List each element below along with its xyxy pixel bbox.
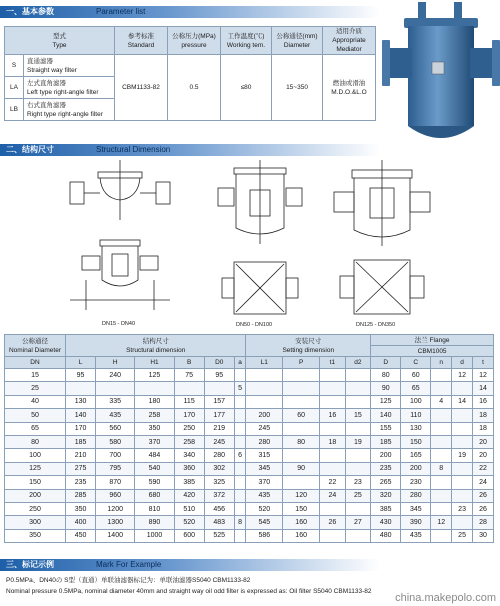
diameter-value: 15~350 [272, 55, 323, 121]
table-cell [452, 516, 473, 529]
column-header: d [452, 357, 473, 369]
table-cell: 12 [431, 516, 452, 529]
table-cell: 372 [204, 489, 234, 502]
table-cell [431, 502, 452, 515]
table-cell [431, 476, 452, 489]
table-cell: 25 [5, 382, 66, 395]
table-cell [345, 382, 371, 395]
table-cell: 520 [174, 516, 204, 529]
table-cell [345, 529, 371, 542]
table-cell [234, 435, 246, 448]
table-cell [283, 422, 320, 435]
table-cell: 23 [452, 502, 473, 515]
drawing-dn125-dn350 [322, 160, 442, 330]
section-structural-en: Structural Dimension [96, 145, 171, 154]
column-header: B [174, 357, 204, 369]
table-cell: 1300 [96, 516, 135, 529]
table-cell: 27 [345, 516, 371, 529]
table-cell: 370 [246, 476, 283, 489]
type-code: LA [5, 77, 24, 99]
table-cell [320, 529, 346, 542]
table-cell: 370 [135, 435, 174, 448]
drawing-dn15-dn40 [40, 160, 200, 330]
table-cell: 340 [174, 449, 204, 462]
table-cell [431, 489, 452, 502]
mark-example-en: Nominal pressure 0.5MPa, nominal diameter 40mm and straight way oil odd filter is expressed as: Oil filter S5040 CBM1133-82 [6, 588, 372, 595]
flange-standard: CBM1005 [371, 346, 494, 357]
column-header: a [234, 357, 246, 369]
table-cell: 180 [135, 395, 174, 408]
table-cell: 795 [96, 462, 135, 475]
table-cell: 245 [204, 435, 234, 448]
column-header: t [473, 357, 494, 369]
table-cell: 580 [96, 435, 135, 448]
table-cell: 300 [5, 516, 66, 529]
mark-example-cn: P0.5MPa、DN40の S型（直通）单联油滤器标记为：单联油滤器S5040 CBM1133-82 [6, 577, 251, 584]
table-cell [246, 382, 283, 395]
table-row [5, 489, 494, 502]
table-cell: 30 [473, 529, 494, 542]
table-cell: 26 [473, 489, 494, 502]
table-cell: 200 [246, 409, 283, 422]
table-cell: 160 [283, 516, 320, 529]
table-cell: 170 [66, 422, 96, 435]
table-cell: 18 [320, 435, 346, 448]
table-cell [320, 502, 346, 515]
table-cell: 870 [96, 476, 135, 489]
caption-dn125-dn350: DN125 - DN350 [356, 322, 396, 328]
table-cell: 24 [320, 489, 346, 502]
table-cell: 250 [174, 422, 204, 435]
table-cell: 140 [66, 409, 96, 422]
table-cell: 90 [371, 382, 401, 395]
structural-header: 结构尺寸 Structural dimension [66, 335, 246, 357]
table-cell: 430 [371, 516, 401, 529]
table-cell: 335 [96, 395, 135, 408]
table-cell: 26 [473, 502, 494, 515]
table-cell: 22 [473, 462, 494, 475]
table-cell: 177 [204, 409, 234, 422]
table-cell: 19 [345, 435, 371, 448]
table-cell [320, 422, 346, 435]
table-cell: 115 [174, 395, 204, 408]
table-cell: 240 [96, 369, 135, 382]
table-cell [234, 395, 246, 408]
column-header: L [66, 357, 96, 369]
table-cell [320, 395, 346, 408]
table-cell: 200 [371, 449, 401, 462]
table-cell: 24 [473, 476, 494, 489]
table-cell: 4 [431, 395, 452, 408]
table-cell: 15 [5, 369, 66, 382]
table-cell: 265 [371, 476, 401, 489]
table-cell: 210 [66, 449, 96, 462]
table-cell [234, 529, 246, 542]
table-cell: 315 [246, 449, 283, 462]
column-header: D [371, 357, 401, 369]
section-mark-bar [0, 559, 380, 571]
table-cell [431, 449, 452, 462]
table-cell [234, 489, 246, 502]
table-cell [431, 369, 452, 382]
table-row [5, 395, 494, 408]
table-cell: 1000 [135, 529, 174, 542]
param-row-s [5, 55, 376, 77]
table-cell: 235 [371, 462, 401, 475]
table-cell: 360 [174, 462, 204, 475]
table-cell: 25 [452, 529, 473, 542]
table-cell: 350 [66, 502, 96, 515]
table-cell [345, 449, 371, 462]
table-cell [234, 422, 246, 435]
table-cell: 12 [452, 369, 473, 382]
media-value: 燃油或滑油 M.D.O.&L.O [323, 55, 376, 121]
table-cell: 320 [371, 489, 401, 502]
nominal-header: 公称通径 Nominal Diameter [5, 335, 66, 357]
table-cell: 510 [174, 502, 204, 515]
table-row [5, 422, 494, 435]
section-structural-cn: 二、结构尺寸 [6, 145, 54, 154]
table-cell [320, 382, 346, 395]
table-cell: 219 [204, 422, 234, 435]
table-cell: 520 [246, 502, 283, 515]
pressure-header: 公称压力(MPa) pressure [168, 27, 221, 55]
table-cell: 435 [401, 529, 431, 542]
table-cell: 157 [204, 395, 234, 408]
table-cell [283, 395, 320, 408]
table-cell: 8 [234, 516, 246, 529]
table-cell: 6 [234, 449, 246, 462]
table-cell: 385 [371, 502, 401, 515]
table-cell: 60 [283, 409, 320, 422]
diameter-header: 公称通径(mm) Diameter [272, 27, 323, 55]
table-cell: 125 [5, 462, 66, 475]
table-cell: 280 [246, 435, 283, 448]
watermark: china.makepolo.com [395, 592, 496, 604]
table-cell: 60 [401, 369, 431, 382]
table-cell [431, 529, 452, 542]
table-cell [283, 382, 320, 395]
column-header: C [401, 357, 431, 369]
table-row [5, 476, 494, 489]
table-row [5, 409, 494, 422]
table-cell: 16 [473, 395, 494, 408]
table-row [5, 369, 494, 382]
table-cell [452, 489, 473, 502]
type-desc: 右式直角滤器 Right type right-angle filter [24, 99, 115, 121]
table-row [5, 449, 494, 462]
table-cell [452, 409, 473, 422]
temp-value: ≤80 [221, 55, 272, 121]
type-desc: 直通滤器 Straight way filter [24, 55, 115, 77]
table-cell: 140 [371, 409, 401, 422]
table-cell: 350 [135, 422, 174, 435]
table-cell [431, 422, 452, 435]
table-cell: 484 [135, 449, 174, 462]
table-cell: 80 [283, 435, 320, 448]
table-cell: 456 [204, 502, 234, 515]
table-cell: 15 [345, 409, 371, 422]
table-cell: 480 [371, 529, 401, 542]
table-cell [234, 409, 246, 422]
table-cell [96, 382, 135, 395]
table-cell [345, 502, 371, 515]
type-header: 型式 Type [5, 27, 115, 55]
section-parameter-cn: 一、基本参数 [6, 7, 54, 16]
type-code: S [5, 55, 24, 77]
table-cell: 435 [96, 409, 135, 422]
section-parameter-en: Parameter list [96, 7, 146, 16]
table-cell: 590 [135, 476, 174, 489]
table-cell [174, 382, 204, 395]
table-cell: 130 [66, 395, 96, 408]
table-cell: 230 [401, 476, 431, 489]
table-cell [320, 369, 346, 382]
table-cell: 16 [320, 409, 346, 422]
table-cell: 125 [371, 395, 401, 408]
section-parameter-bar [0, 6, 380, 18]
table-cell [431, 382, 452, 395]
table-cell: 350 [5, 529, 66, 542]
table-row [5, 516, 494, 529]
standard-header: 参考标准 Standard [115, 27, 168, 55]
table-cell [345, 369, 371, 382]
table-cell: 245 [246, 422, 283, 435]
table-cell: 65 [5, 422, 66, 435]
flange-header: 法兰 Flange [371, 335, 494, 346]
caption-dn50-dn100: DN50 - DN100 [236, 322, 273, 328]
table-cell: 525 [204, 529, 234, 542]
section-mark-en: Mark For Example [96, 560, 162, 569]
table-cell: 810 [135, 502, 174, 515]
column-header: D0 [204, 357, 234, 369]
type-code: LB [5, 99, 24, 121]
table-cell [320, 449, 346, 462]
table-cell: 586 [246, 529, 283, 542]
table-cell: 545 [246, 516, 283, 529]
table-cell: 25 [345, 489, 371, 502]
table-cell: 80 [371, 369, 401, 382]
table-cell: 150 [283, 502, 320, 515]
table-cell [345, 462, 371, 475]
table-cell [452, 382, 473, 395]
table-cell: 14 [473, 382, 494, 395]
pressure-value: 0.5 [168, 55, 221, 121]
table-cell: 5 [234, 382, 246, 395]
table-cell [234, 476, 246, 489]
table-cell: 75 [174, 369, 204, 382]
table-cell: 20 [473, 435, 494, 448]
table-cell: 130 [401, 422, 431, 435]
table-cell: 18 [473, 422, 494, 435]
table-cell: 560 [96, 422, 135, 435]
filter-product-photo [382, 0, 500, 150]
table-cell: 420 [174, 489, 204, 502]
table-cell: 345 [246, 462, 283, 475]
table-cell: 280 [401, 489, 431, 502]
column-header: DN [5, 357, 66, 369]
table-cell: 165 [401, 449, 431, 462]
table-cell: 890 [135, 516, 174, 529]
table-cell [431, 409, 452, 422]
table-cell: 150 [5, 476, 66, 489]
table-cell: 1200 [96, 502, 135, 515]
table-cell: 600 [174, 529, 204, 542]
table-cell: 280 [204, 449, 234, 462]
table-cell [345, 395, 371, 408]
table-cell: 258 [174, 435, 204, 448]
table-cell: 90 [283, 462, 320, 475]
column-header: d2 [345, 357, 371, 369]
table-cell: 12 [473, 369, 494, 382]
table-cell [452, 422, 473, 435]
table-row [5, 529, 494, 542]
table-cell [345, 422, 371, 435]
table-cell: 14 [452, 395, 473, 408]
table-cell: 65 [401, 382, 431, 395]
table-cell: 250 [5, 502, 66, 515]
table-cell [246, 395, 283, 408]
table-cell: 125 [135, 369, 174, 382]
table-cell: 960 [96, 489, 135, 502]
table-cell: 100 [401, 395, 431, 408]
column-header: t1 [320, 357, 346, 369]
table-cell: 95 [204, 369, 234, 382]
table-cell [452, 476, 473, 489]
dimension-table [4, 334, 494, 543]
table-cell [431, 435, 452, 448]
media-header: 适用介质 Appropriate Mediator [323, 27, 376, 55]
table-cell: 110 [401, 409, 431, 422]
table-cell: 435 [246, 489, 283, 502]
table-cell: 100 [5, 449, 66, 462]
table-cell [66, 382, 96, 395]
table-cell: 40 [5, 395, 66, 408]
table-cell: 258 [135, 409, 174, 422]
table-row [5, 462, 494, 475]
table-cell: 19 [452, 449, 473, 462]
table-cell [452, 462, 473, 475]
section-structural-bar [0, 144, 380, 156]
table-cell: 390 [401, 516, 431, 529]
temp-header: 工作温度(℃) Working tem. [221, 27, 272, 55]
table-cell [135, 382, 174, 395]
table-cell: 22 [320, 476, 346, 489]
setting-header: 安装尺寸 Setting dimension [246, 335, 371, 357]
section-mark-cn: 三、标记示例 [6, 560, 54, 569]
table-cell: 185 [371, 435, 401, 448]
table-cell: 385 [174, 476, 204, 489]
column-header: H [96, 357, 135, 369]
table-row [5, 435, 494, 448]
table-cell: 155 [371, 422, 401, 435]
table-cell: 200 [5, 489, 66, 502]
table-cell: 235 [66, 476, 96, 489]
table-row [5, 502, 494, 515]
table-cell: 185 [66, 435, 96, 448]
table-cell [234, 502, 246, 515]
table-cell: 275 [66, 462, 96, 475]
drawing-dn50-dn100 [200, 160, 320, 330]
table-cell: 95 [66, 369, 96, 382]
table-cell: 325 [204, 476, 234, 489]
table-cell [283, 476, 320, 489]
table-cell: 28 [473, 516, 494, 529]
table-cell: 170 [174, 409, 204, 422]
table-cell: 8 [431, 462, 452, 475]
table-cell [234, 369, 246, 382]
caption-dn15-dn40: DN15 - DN40 [102, 321, 136, 327]
table-cell: 160 [283, 529, 320, 542]
table-cell [320, 462, 346, 475]
column-header: L1 [246, 357, 283, 369]
table-cell: 540 [135, 462, 174, 475]
table-cell [234, 462, 246, 475]
table-cell: 23 [345, 476, 371, 489]
standard-value: CBM1133-82 [115, 55, 168, 121]
table-cell [452, 435, 473, 448]
table-cell: 700 [96, 449, 135, 462]
table-cell: 302 [204, 462, 234, 475]
table-cell: 18 [473, 409, 494, 422]
table-cell [283, 369, 320, 382]
table-row [5, 382, 494, 395]
column-header: H1 [135, 357, 174, 369]
table-cell [204, 382, 234, 395]
table-cell: 50 [5, 409, 66, 422]
table-cell: 20 [473, 449, 494, 462]
table-cell: 80 [5, 435, 66, 448]
type-desc: 左式直角滤器 Left type right-angle filter [24, 77, 115, 99]
column-header-row [5, 357, 494, 369]
column-header: n [431, 357, 452, 369]
column-header: P [283, 357, 320, 369]
table-cell: 150 [401, 435, 431, 448]
table-cell: 1400 [96, 529, 135, 542]
table-cell: 120 [283, 489, 320, 502]
table-cell: 400 [66, 516, 96, 529]
table-cell: 200 [401, 462, 431, 475]
parameter-table [4, 26, 376, 121]
table-cell [283, 449, 320, 462]
table-cell: 285 [66, 489, 96, 502]
table-cell [246, 369, 283, 382]
table-cell: 680 [135, 489, 174, 502]
table-cell: 450 [66, 529, 96, 542]
table-cell: 483 [204, 516, 234, 529]
table-cell: 26 [320, 516, 346, 529]
table-cell: 345 [401, 502, 431, 515]
